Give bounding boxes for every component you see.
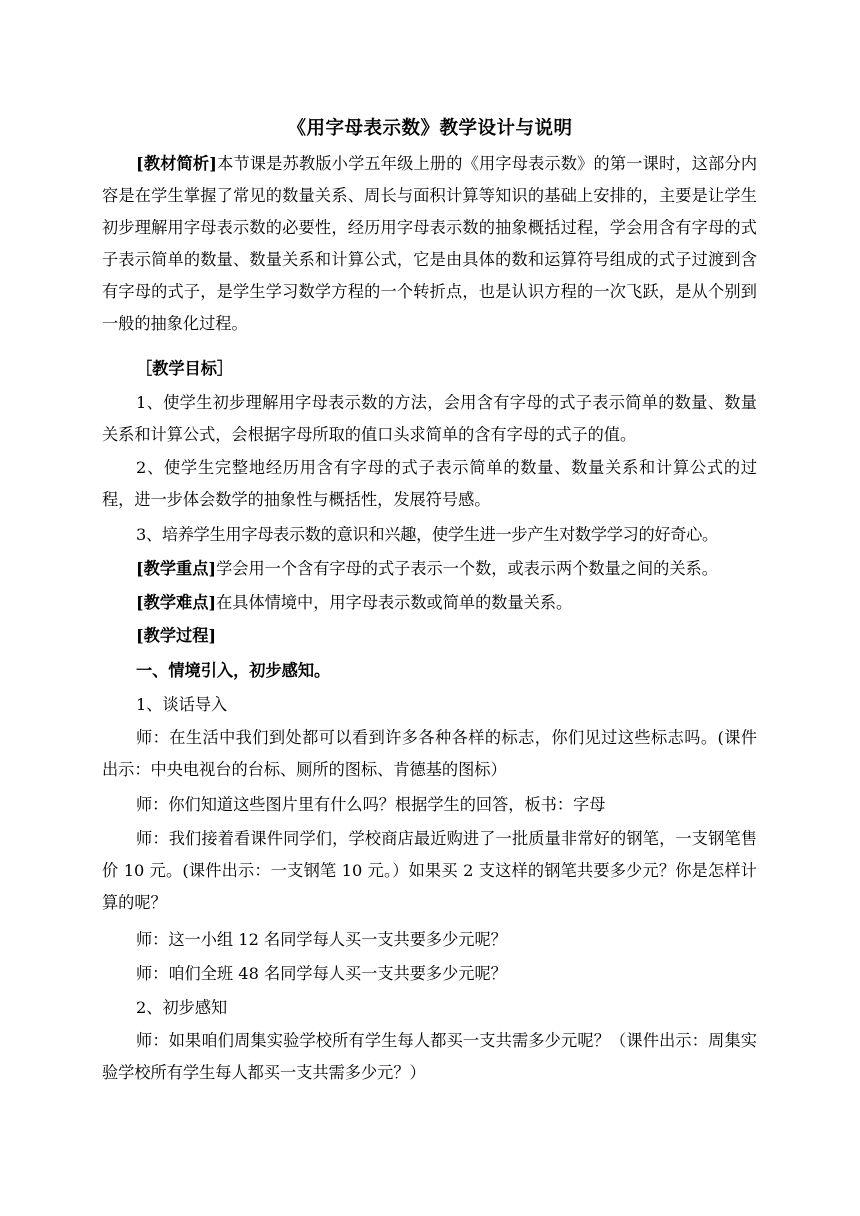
analysis-paragraph <box>102 148 757 340</box>
difficulty-label: [教学难点] <box>136 593 217 612</box>
process-paragraph-2: 师：你们知道这些图片里有什么吗？根据学生的回答，板书：字母 <box>136 795 606 814</box>
difficulty-paragraph <box>102 587 791 619</box>
section-heading-1: 一、情境引入，初步感知。 <box>136 661 331 680</box>
subsection-heading-1: 1、谈话导入 <box>136 695 228 714</box>
goal-item-3: 3、培养学生用字母表示数的意识和兴趣，使学生进一步产生对数学学习的好奇心。 <box>136 525 718 544</box>
analysis-label: [教材简析] <box>136 154 217 173</box>
goal-item-2: 2、使学生完整地经历用含有字母的式子表示简单的数量、数量关系和计算公式的过程，进一步体会数学的抽象性与概括性，发展符号感。 <box>102 458 757 509</box>
analysis-text: 本节课是苏教版小学五年级上册的《用字母表示数》的第一课时，这部分内容是在学生掌握了常见的数量关系、周长与面积计算等知识的基础上安排的，主要是让学生初步理解用字母表示数的必要性，经历用字母表示数的抽象概括过程，学会用含有字母的式子表示简单的数量、数量关系和计算公式，它是由具体的数和运算符号组成的式子过渡到含有字母的式子，是学生学习数学方程的一个转折点，也是认识方程的一次飞跃，是从个别到一般的抽象化过程。 <box>102 154 758 333</box>
difficulty-text: 在具体情境中，用字母表示数或简单的数量关系。 <box>216 593 573 612</box>
process-paragraph-4: 师：这一小组 12 名同学每人买一支共要多少元呢？ <box>136 930 507 949</box>
goal-item-1: 1、使学生初步理解用字母表示数的方法，会用含有字母的式子表示简单的数量、数量关系和计算公式，会根据字母所取的值口头求简单的含有字母的式子的值。 <box>102 393 757 444</box>
process-paragraph-1: 师：在生活中我们到处都可以看到许多各种各样的标志，你们见过这些标志吗。(课件出示：中央电视台的台标、厕所的图标、肯德基的图标） <box>102 728 758 779</box>
document-title: 《用字母表示数》教学设计与说明 <box>287 118 573 139</box>
subsection-heading-2: 2、初步感知 <box>136 998 228 1017</box>
key-point-label: [教学重点] <box>136 559 217 578</box>
process-paragraph-3: 师：我们接着看课件同学们，学校商店最近购进了一批质量非常好的钢笔，一支钢笔售价 10 元。(课件出示：一支钢笔 10 元。）如果买 2 支这样的钢笔共要多少元？你是怎样计算的呢？ <box>102 829 757 912</box>
process-heading: [教学过程] <box>136 626 217 645</box>
goals-heading: ［教学目标］ <box>136 359 234 378</box>
key-point-paragraph <box>102 553 791 585</box>
key-point-text: 学会用一个含有字母的式子表示一个数，或表示两个数量之间的关系。 <box>216 559 718 578</box>
process-paragraph-5: 师：咱们全班 48 名同学每人买一支共要多少元呢？ <box>136 964 507 983</box>
process-paragraph-6: 师：如果咱们周集实验学校所有学生每人都买一支共需多少元呢？（课件出示：周集实验学校所有学生每人都买一支共需多少元？） <box>102 1031 757 1082</box>
